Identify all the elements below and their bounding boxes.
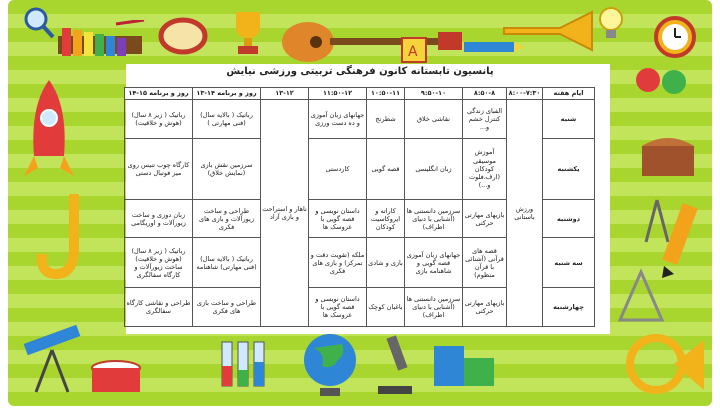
drum-icon <box>88 358 144 398</box>
globe-icon <box>298 330 362 400</box>
test-tubes-icon <box>216 336 276 396</box>
table-row <box>125 100 595 139</box>
day-label: دوشنبه <box>543 199 595 238</box>
table-cell: بازی و شادی <box>367 238 405 288</box>
xylophone-icon <box>56 20 146 60</box>
table-cell: داستان نویسی و قصه گویی با عروسک ها <box>309 199 367 238</box>
microscope-icon <box>370 330 420 396</box>
column-header: ۱۱:۵۰-۱۲ <box>309 88 367 100</box>
header-row <box>125 88 595 100</box>
day-label: سه شنبه <box>543 238 595 288</box>
table-cell: زبان انگلیسی <box>405 138 463 199</box>
table-cell: رباتیک ( بالایه سال) (فنی مهارتی) شاهنامه <box>193 238 261 288</box>
table-cell: سرزمین دانستنی ها (آشنایی با دنیای اطراف) <box>405 199 463 238</box>
table-cell: قصه های قرآنی (آشنائی با قرآن منظوم) <box>463 238 507 288</box>
table-cell: طراحی و ساخت بازی های فکری <box>193 288 261 327</box>
table-cell: رباتیک ( زیر ۸ سال) (هوش و خلاقیت) <box>125 100 193 139</box>
lunch-cell: ناهار و استراحت و بازی آزاد <box>261 100 309 327</box>
table-cell: زبان دوزی و ساخت زیورآلات و اوریگامی <box>125 199 193 238</box>
saxophone-icon <box>34 188 104 284</box>
day-label: یکشنبه <box>543 138 595 199</box>
table-cell: سرزمین نقش بازی (نمایش خلاق) <box>193 138 261 199</box>
treasure-chest-icon <box>638 130 698 180</box>
guitar-icon <box>278 10 468 66</box>
table-cell: آموزش موسیقی کودکان (ارف،فلوت و...) <box>463 138 507 199</box>
page-title: پانسیون تابستانه کانون فرهنگی تربیتی ورزشی نیایش <box>226 66 494 77</box>
table-cell: شطرنج <box>367 100 405 139</box>
day-label: شنبه <box>543 100 595 139</box>
magnifier-icon <box>22 6 56 40</box>
book-stack-icon <box>430 338 500 394</box>
column-header: روز و برنامه ۱۴-۱۳ <box>193 88 261 100</box>
lightbulb-icon <box>596 6 626 42</box>
trophy-icon <box>226 8 270 58</box>
table-cell: نقاشی خلاق <box>405 100 463 139</box>
column-header: روز و برنامه ۱۵-۱۴ <box>125 88 193 100</box>
abc-block-icon <box>400 34 430 64</box>
trumpet-icon <box>500 6 600 56</box>
table-cell: رباتیک ( زیر ۸ سال) (هوش و خلاقیت) ساخت زیورآلات و کارگاه سفالگری <box>125 238 193 288</box>
day-label: چهارشنبه <box>543 288 595 327</box>
table-cell: باغبان کوچک <box>367 288 405 327</box>
svg-text:A: A <box>408 44 418 60</box>
horn-icon <box>608 330 708 400</box>
tambourine-icon <box>158 16 208 56</box>
table-cell: ملکه (تقویت دقت و تمرکز) و بازی های فکری <box>309 238 367 288</box>
maracas-icon <box>632 64 692 114</box>
table-cell: رباتیک ( بالایه سال) (فنی مهارتی ) <box>193 100 261 139</box>
column-header: ۱۰:۵۰-۱۱ <box>367 88 405 100</box>
table-cell: بازیهای مهارتی حرکتی <box>463 199 507 238</box>
column-header: ایام هفته <box>543 88 595 100</box>
rocket-icon <box>24 76 74 186</box>
breakfast-cell: ورزش باستانی <box>507 100 543 327</box>
table-cell: بازیهای مهارتی حرکتی <box>463 288 507 327</box>
table-cell: جهانهای زبان آموزی قصه گویی و شاهنامه بازی <box>405 238 463 288</box>
table-cell: کاراته و ایروکاسیت کودکان <box>367 199 405 238</box>
triangle-instrument-icon <box>616 266 666 326</box>
column-header: ۸:۵۰-۸ <box>463 88 507 100</box>
table-cell: داستان نویسی و قصه گویی با عروسک ها <box>309 288 367 327</box>
column-header: ۱۳-۱۲ <box>261 88 309 100</box>
table-cell: کارگاه چوب تنیس روی میز فوتبال دستی <box>125 138 193 199</box>
table-cell: جهانهای زبان آموزی و ده دست ورزی <box>309 100 367 139</box>
alarm-clock-icon <box>650 10 700 60</box>
table-cell: سرزمین دانستنی ها (آشنایی با دنیای اطراف) <box>405 288 463 327</box>
table-cell: کاردستی <box>309 138 367 199</box>
table-cell: طراحی و نقاشی کارگاه سفالگری <box>125 288 193 327</box>
weekly-schedule-table <box>124 87 595 327</box>
column-header: ۸:۰۰-۷:۳۰ <box>507 88 543 100</box>
telescope-icon <box>18 316 98 396</box>
table-cell: الفبای زندگی کنترل خشم و... <box>463 100 507 139</box>
table-cell: طراحی و ساخت زیورآلات و بازی های فکری <box>193 199 261 238</box>
table-cell: قصه گویی <box>367 138 405 199</box>
column-header: ۹:۵۰-۱۰ <box>405 88 463 100</box>
